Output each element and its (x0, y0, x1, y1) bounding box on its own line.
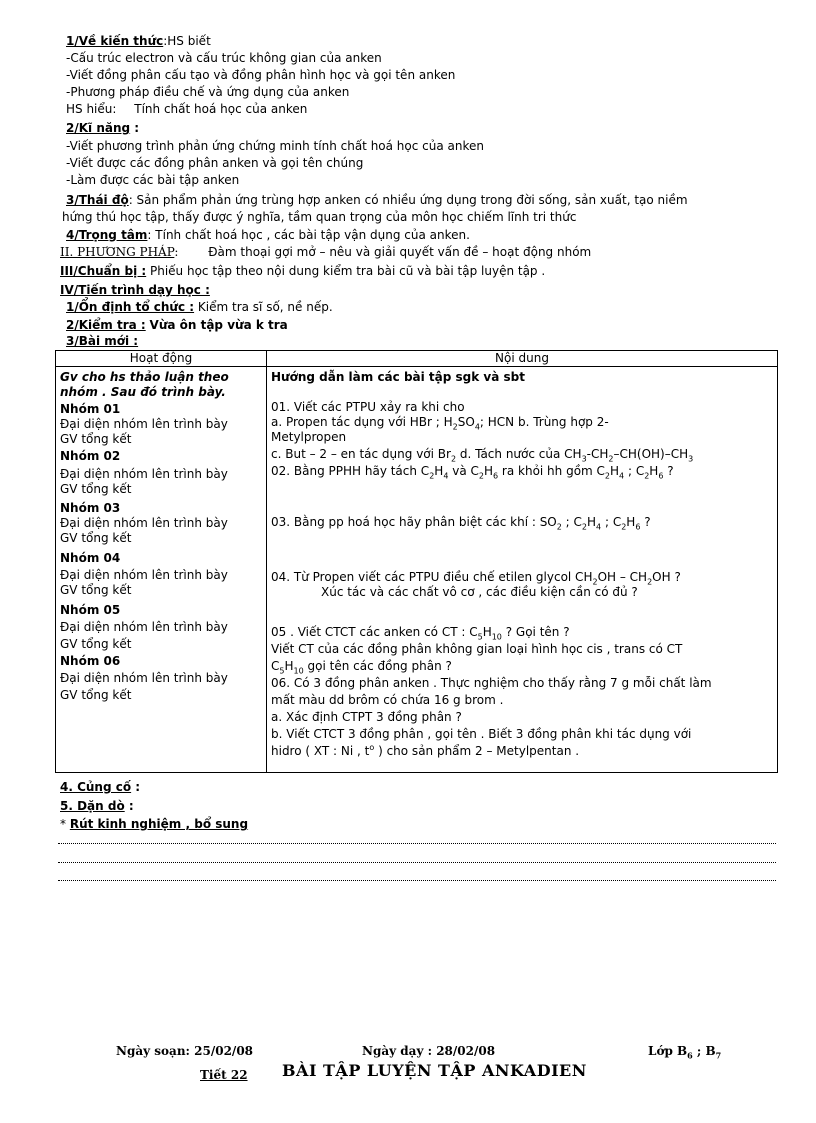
attitude-text: : Sản phẩm phản ứng trùng hợp anken có nhiều ứng dụng trong đời sống, sản xuất, tạo niềm (128, 193, 688, 207)
exercise-04: 04. Từ Propen viết các PTPU điều chế etilen glycol $CH_2OH - CH_2OH$ ? (271, 570, 681, 587)
group-summary: GV tổng kết (60, 432, 132, 446)
exercise-06-b-cont: hidro ( XT : Ni , $t^o$ ) cho sản phẩm 2 – Metylpentan . (271, 743, 580, 758)
exercise-02: 02. Bằng PPHH hãy tách $C_2H_4$ và $C_2H_6$ ra khỏi hh gồm $C_2H_4$ ; $C_2H_6$ ? (271, 464, 674, 481)
understand-line (66, 102, 307, 116)
method-line (60, 245, 591, 259)
skills-item: -Viết được các đồng phân anken và gọi tên chúng (66, 156, 364, 170)
group-name: Nhóm 06 (60, 654, 121, 668)
focus-line (66, 228, 470, 242)
teach-date: Ngày dạy : 28/02/08 (362, 1044, 496, 1058)
lesson-title: BÀI TẬP LUYỆN TẬP ANKADIEN (282, 1061, 587, 1080)
notes-line (58, 862, 776, 863)
preparation-text: Phiếu học tập theo nội dung kiểm tra bài cũ và bài tập luyện tập . (150, 264, 546, 278)
exercise-06-a: a. Xác định CTPT 3 đồng phân ? (271, 710, 462, 724)
group-present: Đại diện nhóm lên trình bày (60, 671, 228, 685)
skills-item: -Làm được các bài tập anken (66, 173, 240, 187)
exercise-05-b: Viết CT của các đồng phân không gian loại hình học cis , trans có CT (271, 642, 683, 656)
group-name: Nhóm 02 (60, 449, 121, 463)
group-summary: GV tổng kết (60, 688, 132, 702)
prep-date: Ngày soạn: 25/02/08 (116, 1044, 254, 1058)
group-name: Nhóm 05 (60, 603, 121, 617)
homework-heading: 5. Dặn dò (60, 799, 125, 813)
group-name: Nhóm 01 (60, 402, 121, 416)
notes-line (58, 880, 776, 881)
consolidate-heading: 4. Củng cố (60, 780, 132, 794)
exercise-01-a: a. Propen tác dụng với HBr ; $H_2SO_4$; HCN b. Trùng hợp 2- (271, 415, 609, 432)
table-header-row (56, 351, 778, 367)
class-label: Lớp $B_6$ ; $B_7$ (648, 1044, 722, 1061)
exercise-06-cont: mất màu dd brôm có chứa 16 g brom . (271, 693, 504, 707)
skills-line (66, 121, 139, 135)
exercise-03: 03. Bằng pp hoá học hãy phân biệt các khí : $SO_2$ ; $C_2H_4$ ; $C_2H_6$ ? (271, 515, 651, 532)
knowledge-heading: 1/Về kiến thức (66, 34, 164, 48)
step2-text: Vừa ôn tập vừa k tra (149, 318, 288, 332)
group-present: Đại diện nhóm lên trình bày (60, 467, 228, 481)
period-label: Tiết 22 (200, 1068, 248, 1082)
exercise-05: 05 . Viết CTCT các anken có CT : $C_5H_{10}$ ? Gọi tên ? (271, 625, 570, 642)
table-row (56, 367, 778, 773)
activity-intro: nhóm . Sau đó trình bày. (60, 385, 226, 399)
step2-line (66, 318, 288, 332)
step1-heading: 1/Ổn định tổ chức : (66, 300, 195, 314)
skills-item: -Viết phương trình phản ứng chứng minh tính chất hoá học của anken (66, 139, 485, 153)
group-present: Đại diện nhóm lên trình bày (60, 620, 228, 634)
activity-cell (56, 367, 267, 773)
attitude-line (66, 193, 688, 207)
exercise-01-c: c. But – 2 – en tác dụng với $Br_2$ d. Tách nước của $CH_3-CH_2-CH(OH)-CH_3$ (271, 447, 694, 464)
step2-heading: 2/Kiểm tra : (66, 318, 146, 332)
step1-text: Kiểm tra sĩ số, nề nếp. (197, 300, 333, 314)
method-colon: : (174, 245, 179, 259)
focus-text: : Tính chất hoá học , các bài tập vận dụng của anken. (147, 228, 470, 242)
preparation-label: III/Chuẩn bị : (60, 264, 147, 278)
step1-line (66, 300, 333, 314)
group-summary: GV tổng kết (60, 531, 132, 545)
group-summary: GV tổng kết (60, 637, 132, 651)
knowledge-item: -Viết đồng phân cấu tạo và đồng phân hình học và gọi tên anken (66, 68, 456, 82)
group-name: Nhóm 04 (60, 551, 121, 565)
content-cell (267, 367, 778, 773)
group-present: Đại diện nhóm lên trình bày (60, 568, 228, 582)
process-label: IV/Tiến trình dạy học : (60, 283, 210, 297)
focus-heading: 4/Trọng tâm (66, 228, 148, 242)
exercise-06-b: b. Viết CTCT 3 đồng phân , gọi tên . Biết 3 đồng phân khi tác dụng với (271, 727, 692, 741)
skills-colon: : (130, 121, 140, 135)
consolidate-line: 4. Củng cố : (60, 780, 141, 794)
knowledge-item: -Cấu trúc electron và cấu trúc không gian của anken (66, 51, 382, 65)
homework-line: 5. Dặn dò : (60, 799, 134, 813)
exercise-01: 01. Viết các PTPU xảy ra khi cho (271, 400, 465, 414)
experience-heading: Rút kinh nghiệm , bổ sung (69, 817, 249, 831)
knowledge-line (66, 34, 211, 48)
skills-heading: 2/Kĩ năng (66, 121, 131, 135)
notes-line (58, 843, 776, 844)
exercise-05-c: $C_5H_{10}$ gọi tên các đồng phân ? (271, 659, 452, 676)
content-heading: Hướng dẫn làm các bài tập sgk và sbt (271, 370, 525, 384)
activity-intro: Gv cho hs thảo luận theo (60, 370, 229, 384)
preparation-line (60, 264, 545, 278)
group-present: Đại diện nhóm lên trình bày (60, 516, 228, 530)
understand-label: HS hiểu: (66, 102, 117, 116)
step3-heading: 3/Bài mới : (66, 334, 139, 348)
group-summary: GV tổng kết (60, 583, 132, 597)
exercise-06: 06. Có 3 đồng phân anken . Thực nghiệm cho thấy rằng 7 g mỗi chất làm (271, 676, 712, 690)
method-label: II. PHƯƠNG PHÁP (60, 245, 175, 259)
attitude-text-continued: hứng thú học tập, thấy được ý nghĩa, tầm quan trọng của môn học chiếm lĩnh tri thức (62, 210, 577, 224)
lesson-table (55, 350, 778, 773)
experience-line: * Rút kinh nghiệm , bổ sung (60, 817, 249, 831)
method-text: Đàm thoại gợi mở – nêu và giải quyết vấn đề – hoạt động nhóm (208, 245, 592, 259)
exercise-01-a-cont: Metylpropen (271, 430, 347, 444)
attitude-heading: 3/Thái độ (66, 193, 129, 207)
group-present: Đại diện nhóm lên trình bày (60, 417, 228, 431)
header-activity: Hoạt động (56, 351, 267, 367)
group-summary: GV tổng kết (60, 482, 132, 496)
understand-text: Tính chất hoá học của anken (134, 102, 308, 116)
exercise-04-cont: Xúc tác và các chất vô cơ , các điều kiện cần có đủ ? (321, 585, 638, 599)
knowledge-intro: :HS biết (163, 34, 211, 48)
knowledge-item: -Phương pháp điều chế và ứng dụng của anken (66, 85, 350, 99)
group-name: Nhóm 03 (60, 501, 121, 515)
header-content: Nội dung (267, 351, 778, 367)
